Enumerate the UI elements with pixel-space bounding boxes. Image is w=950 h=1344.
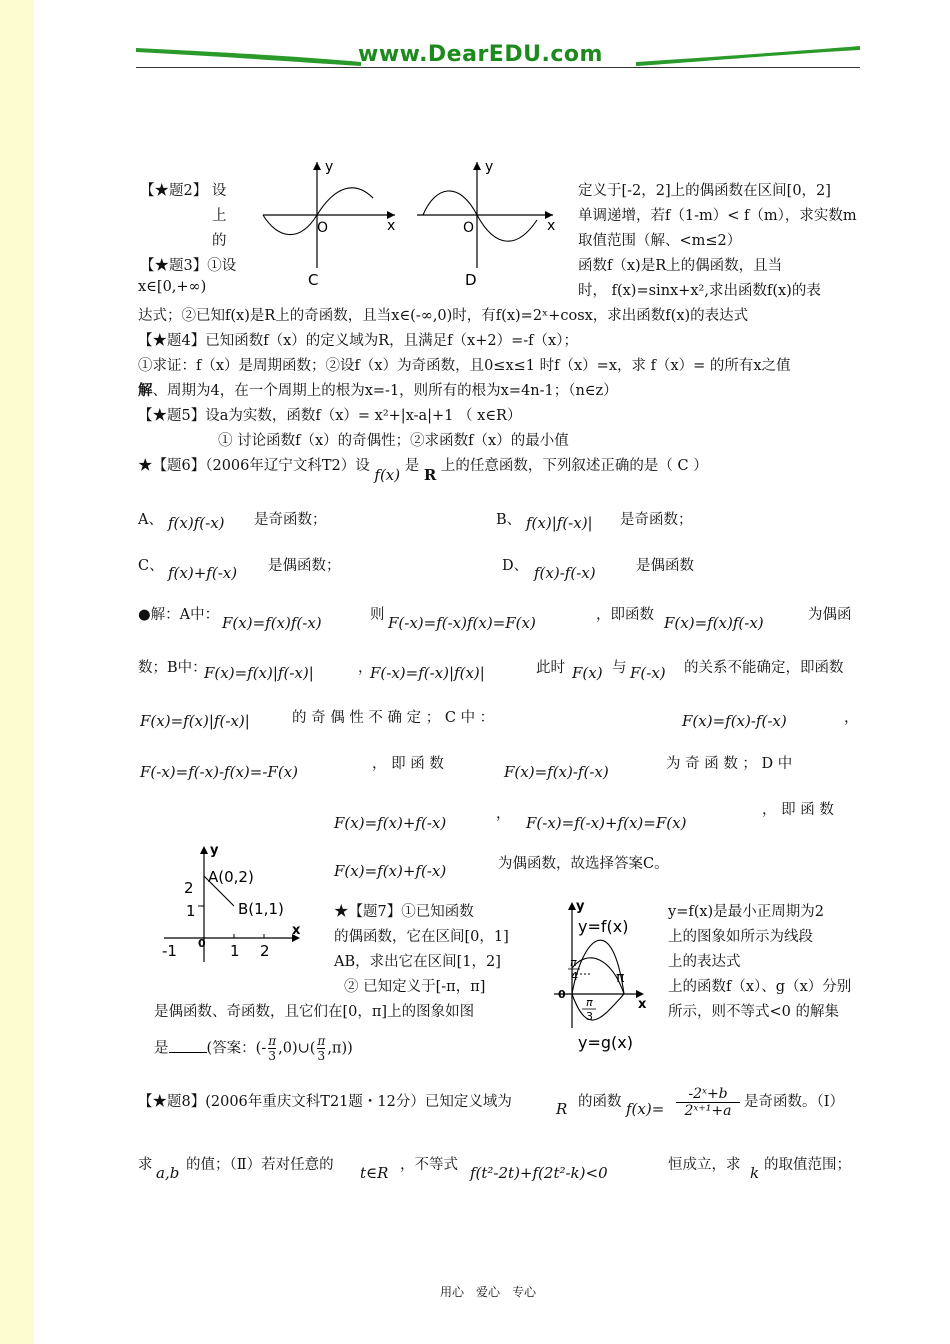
q7-line6-d: ,π)) xyxy=(327,1040,353,1057)
q2-sine-figures xyxy=(255,158,565,290)
q3-line3: 达式；②已知f(x)是R上的奇函数，且当x∈(-∞,0)时，有f(x)=2ˣ+cosx，求出函数f(x)的表达式 xyxy=(138,308,749,324)
q7-line4: ② 已知定义于[-π，π] xyxy=(344,979,486,995)
q6-sol2-e3: F(x) xyxy=(572,664,603,682)
q6-sol2-e2: F(-x)=f(-x)|f(x)| xyxy=(370,664,485,682)
q7-fig2-fx: y=f(x) xyxy=(578,917,629,936)
q2-figC-label: C xyxy=(308,271,319,289)
q6-sol4-e2: F(x)=f(x)-f(-x) xyxy=(504,763,609,781)
q6-fx: f(x) xyxy=(374,466,401,484)
q7-segment-graph xyxy=(158,842,308,970)
q7-line5: 是偶函数、奇函数，且它们在[0，π]上的图象如图 xyxy=(154,1004,475,1020)
q7-line6-a: 是 xyxy=(154,1040,169,1057)
q6-sol5-a: ， xyxy=(496,806,511,822)
q7-fig1-x1: 1 xyxy=(230,942,240,960)
q6-sol1-d: 为偶函 xyxy=(808,607,852,623)
q7-fig1-1: 1 xyxy=(186,902,196,920)
q8-line2c: ，不等式 xyxy=(400,1157,458,1173)
q3-line2: x∈[0,+∞) xyxy=(138,279,207,295)
q6-sol6-a: 为偶函数，故选择答案C。 xyxy=(498,856,669,872)
q4-solution-text: 、周期为4，在一个周期上的根为x=-1，则所有的根为x=4n-1；（n∈z） xyxy=(152,383,618,399)
q2-figD-y: y xyxy=(485,159,494,175)
page-footer: 用心 爱心 专心 xyxy=(440,1285,537,1299)
q7-line6-c: ,0)∪( xyxy=(278,1040,316,1057)
q6-sol4-b: 为 奇 函 数 ； D 中 xyxy=(666,756,793,772)
q4-line2: ①求证：f（x）是周期函数；②设f（x）为奇函数，且0≤x≤1 时f（x）=x，求 f（x）= 的所有x之值 xyxy=(138,358,791,374)
q6-sol1-a: ●解：A中： xyxy=(138,607,220,623)
q6-option-B-label: B、 xyxy=(496,512,522,528)
q7-fig2-y: y xyxy=(576,899,585,914)
q3-right2: 时， f(x)=sinx+x²,求出函数f(x)的表 xyxy=(578,283,821,299)
q6-is: 是 xyxy=(404,458,420,474)
q2-figD-label: D xyxy=(465,271,477,289)
q6-sol1-e1: F(x)=f(x)f(-x) xyxy=(222,614,322,632)
q8-line2b: 的值；（Ⅱ）若对任意的 xyxy=(186,1157,334,1173)
q7-answer-blank xyxy=(169,1052,207,1053)
q8-fraction xyxy=(676,1086,740,1119)
q7-fig2-pi3: π xyxy=(586,996,593,1009)
q6-sol2-e1: F(x)=f(x)|f(-x)| xyxy=(204,664,314,682)
q6-sol4-e1: F(-x)=f(-x)-f(x)=-F(x) xyxy=(140,763,298,781)
q7-line3: AB，求出它在区间[1，2] xyxy=(334,954,501,970)
q6-line1 xyxy=(138,454,708,484)
q6-option-B-text: 是奇函数； xyxy=(620,512,693,528)
q6-option-C-label: C、 xyxy=(138,558,164,574)
q7-right3: 上的表达式 xyxy=(668,954,741,970)
q7-frac2-den: 3 xyxy=(317,1049,326,1063)
q8-R: R xyxy=(556,1100,568,1118)
site-logo-text: www.DearEDU.com xyxy=(358,42,603,67)
q7-right1: y=f(x)是最小正周期为2 xyxy=(668,904,824,920)
q8-line1a: 【★题8】(2006年重庆文科T21题・12分）已知定义域为 xyxy=(138,1094,512,1110)
q6-option-B-expr: f(x)|f(-x)| xyxy=(526,514,593,532)
q2-figC-x: x xyxy=(387,218,396,234)
q8-tR: t∈R xyxy=(360,1164,389,1182)
q6-sol2-c: 此时 xyxy=(536,660,565,676)
q5-line1: 【★题5】设a为实数，函数f（x）= x²+|x-a|+1 （ x∈R） xyxy=(138,408,522,424)
q8-fx: f(x)= xyxy=(626,1100,665,1118)
header-rule xyxy=(136,67,860,68)
q7-fig1-y: y xyxy=(210,843,219,858)
q7-line6 xyxy=(154,1034,353,1063)
q6-sol3-e1: F(x)=f(x)|f(-x)| xyxy=(140,712,250,730)
q2-head: 【★题2】 设 xyxy=(140,183,227,199)
q7-right5: 所示，则不等式<0 的解集 xyxy=(668,1004,839,1020)
q6-sol5-e2: F(-x)=f(-x)+f(x)=F(x) xyxy=(526,814,687,832)
q6-sol1-b: 则 xyxy=(370,607,385,623)
q6-R: R xyxy=(423,466,437,484)
q7-fig2-gx: y=g(x) xyxy=(578,1033,633,1052)
q7-right2: 上的图象如所示为线段 xyxy=(668,929,813,945)
q4-solution-mark: 解 xyxy=(138,382,153,399)
q8-denominator: 2ˣ⁺¹+a xyxy=(684,1103,732,1119)
q7-fig2-four: 4 xyxy=(571,970,578,983)
q7-fig2-pi: π xyxy=(616,970,625,986)
q6-option-D-expr: f(x)-f(-x) xyxy=(534,564,596,582)
q4-line1: 【★题4】已知函数f（x）的定义域为R，且满足f（x+2）=-f（x）； xyxy=(138,333,578,349)
q6-sol2-e4: F(-x) xyxy=(630,664,666,682)
q7-fig1-x2: 2 xyxy=(260,942,270,960)
q8-numerator: -2ˣ+b xyxy=(676,1086,740,1103)
q7-fig1-A: A(0,2) xyxy=(208,868,254,886)
q6-question: 上的任意函数，下列叙述正确的是（ C ） xyxy=(440,458,708,474)
q6-sol3-a: 的 奇 偶 性 不 确 定 ； C 中 ： xyxy=(292,710,495,726)
q6-sol2-b: ， xyxy=(358,660,373,676)
q2-figC-origin: O xyxy=(317,220,329,236)
q5-line2: ① 讨论函数f（x）的奇偶性；②求函数f（x）的最小值 xyxy=(218,433,569,449)
q2-right1: 定义于[-2，2]上的偶函数在区间[0，2] xyxy=(578,183,831,199)
q8-ab: a,b xyxy=(156,1164,180,1182)
q8-line2d: 恒成立，求 xyxy=(668,1157,741,1173)
q7-frac2-num: π xyxy=(317,1034,326,1048)
q7-fig2-three: 3 xyxy=(586,1010,593,1023)
q7-right4: 上的函数f（x）、g（x）分别 xyxy=(668,979,852,995)
q6-intro: ★【题6】（2006年辽宁文科T2）设 xyxy=(138,458,370,474)
q7-line2: 的偶函数，它在区间[0，1] xyxy=(334,929,509,945)
q6-sol5-e1: F(x)=f(x)+f(-x) xyxy=(334,814,447,832)
q6-sol1-e2: F(-x)=f(-x)f(x)=F(x) xyxy=(388,614,536,632)
q8-line1c: 是奇函数。（Ⅰ） xyxy=(744,1094,844,1110)
q6-sol3-b: ， xyxy=(844,710,859,726)
q8-line2e: 的取值范围； xyxy=(764,1157,851,1173)
q7-frac1-den: 3 xyxy=(268,1049,276,1063)
q7-fig1-2: 2 xyxy=(184,879,194,897)
q6-option-D-label: D、 xyxy=(502,558,529,574)
q7-line6-b: (答案：(- xyxy=(206,1040,267,1057)
q3-head: 【★题3】①设 xyxy=(140,258,237,274)
q7-line1: ★【题7】①已知函数 xyxy=(334,904,474,920)
q6-sol2-d: 与 xyxy=(612,660,627,676)
q6-sol2-f: 的关系不能确定，即函数 xyxy=(684,660,844,676)
q7-fig2-zero: 0 xyxy=(558,988,566,1001)
q8-line2a: 求 xyxy=(138,1157,153,1173)
q6-sol5-b: ， 即 函 数 xyxy=(762,802,834,818)
q2-figC-y: y xyxy=(325,159,334,175)
q6-option-A-text: 是奇函数； xyxy=(254,512,327,528)
q6-option-D-text: 是偶函数 xyxy=(636,558,694,574)
q6-sol2-a: 数；B中： xyxy=(138,660,207,676)
q6-sol1-e3: F(x)=f(x)f(-x) xyxy=(664,614,764,632)
q8-line1b: 的函数 xyxy=(578,1094,622,1110)
q7-fig1-B: B(1,1) xyxy=(238,900,284,918)
q6-sol1-c: ，即函数 xyxy=(596,607,654,623)
q7-fig1-m1: -1 xyxy=(162,942,177,960)
q6-option-A-label: A、 xyxy=(138,512,163,528)
q7-frac1-num: π xyxy=(268,1034,277,1048)
q2-figD-origin: O xyxy=(463,220,475,236)
q6-sol3-e2: F(x)=f(x)-f(-x) xyxy=(682,712,787,730)
q7-fig2-pi4: π xyxy=(570,956,577,969)
q2-figD-x: x xyxy=(547,218,556,234)
q2-right2: 单调递增，若f（1-m）< f（m），求实数m xyxy=(578,208,857,224)
q7-fig1-x: x xyxy=(292,923,301,938)
q2-right3: 取值范围（解、<m≤2） xyxy=(578,233,742,249)
q7-fig2-x: x xyxy=(638,997,647,1012)
q6-sol6-e1: F(x)=f(x)+f(-x) xyxy=(334,862,447,880)
q2-line3: 的 xyxy=(212,233,227,249)
q8-inequality: f(t²-2t)+f(2t²-k)<0 xyxy=(470,1164,608,1182)
q3-right1: 函数f（x)是R上的偶函数，且当 xyxy=(578,258,783,274)
q6-sol4-a: ， 即 函 数 xyxy=(372,756,444,772)
q7-fig1-o: 0 xyxy=(198,937,206,950)
q6-option-C-expr: f(x)+f(-x) xyxy=(168,564,238,582)
q6-option-A-expr: f(x)f(-x) xyxy=(168,514,225,532)
q4-line3 xyxy=(138,379,618,400)
q7-fg-graph xyxy=(552,898,662,1056)
q8-k: k xyxy=(750,1164,760,1182)
q2-line2: 上 xyxy=(212,208,227,224)
q6-option-C-text: 是偶函数； xyxy=(268,558,341,574)
